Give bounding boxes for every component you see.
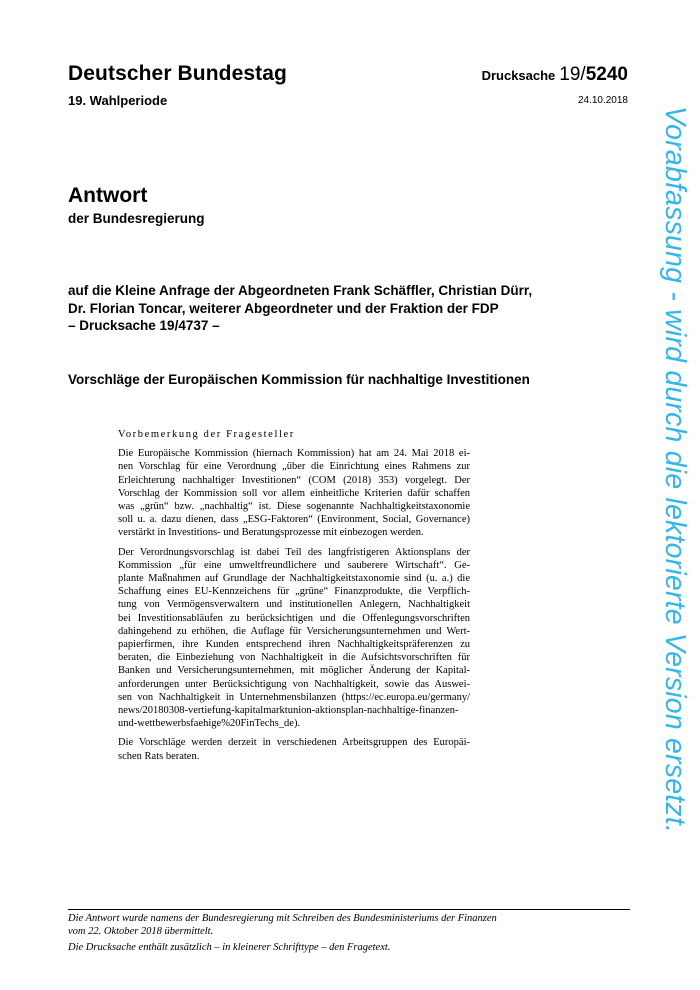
paragraph-line: Schaffung eines EU-Kennzeichens für „grüne“ Finanzprodukte, die Verpflich- [118, 586, 470, 598]
paragraph-line: news/20180308-vertiefung-kapitalmarktunion-aktionsplan-nachhaltige-finanzen- [118, 705, 459, 717]
footer-line: vom 22. Oktober 2018 übermittelt. [68, 925, 214, 937]
footer-line: Die Drucksache enthält zusätzlich – in kleinerer Schrifttype – den Fragetext. [68, 942, 391, 953]
anfrage-line: – Drucksache 19/4737 – [68, 318, 220, 333]
footer-note [68, 913, 497, 955]
paragraph-line: bei Investitionsabläufen zu berücksichtigen und die Offenlegungsvorschriften [118, 612, 470, 624]
vorbemerkung-paragraph [118, 447, 470, 539]
vorbemerkung-paragraphs [118, 447, 470, 763]
paragraph-line: Die Vorschläge werden derzeit in verschiedenen Arbeitsgruppen des Europäi- [118, 737, 470, 749]
anfrage-line: Dr. Florian Toncar, weiterer Abgeordneter und der Fraktion der FDP [68, 300, 499, 316]
paragraph-line: anforderungen unter Berücksichtigung von Nachhaltigkeit, sowie das Auswei- [118, 678, 470, 690]
vorbemerkung-paragraph [118, 736, 470, 762]
document-topic: Vorschläge der Europäischen Kommission für nachhaltige Investitionen [68, 372, 530, 387]
paragraph-line: Banken und Versicherungsunternehmen, mit möglicher Änderung der Kapital- [118, 665, 470, 677]
anfrage-reference [68, 282, 532, 335]
paragraph-line: Erleichterung nachhaltiger Investitionen“ (COM (2018) 353) vorgelegt. Der [118, 474, 470, 486]
paragraph-line: tung von Vermögensverwaltern und institutionellen Anlegern, Nachhaltigkeit [118, 599, 470, 611]
drucksache-prefix: 19/ [559, 64, 586, 85]
drucksache-id: 5240 [585, 64, 628, 85]
document-type-title: Antwort [68, 184, 148, 207]
drucksache-label: Drucksache [481, 68, 556, 83]
vorbemerkung-title: Vorbemerkung der Fragesteller [118, 429, 295, 440]
paragraph-line: was „grün“ bzw. „nachhaltig“ ist. Diese sogenannte Nachhaltigkeitstaxonomie [118, 501, 470, 513]
paragraph-line: Vorschlag der Kommission soll vor allem einheitliche Kriterien dafür schaffen [118, 487, 470, 499]
paragraph-line: plante Maßnahmen auf Grundlage der Nachhaltigkeitstaxonomie sind (u. a.) die [118, 573, 470, 585]
paragraph-line: sen von Nachhaltigkeit in Unternehmensbilanzen (https://ec.europa.eu/germany/ [118, 691, 470, 703]
watermark-text: Vorabfassung - wird durch die lektorierte Version ersetzt. [659, 106, 691, 834]
footer-line: Die Antwort wurde namens der Bundesregierung mit Schreiben des Bundesministeriums der Finanzen [68, 913, 497, 924]
paragraph-line: nen Vorschlag für eine Verordnung „über die Einrichtung eines Rahmens zur [118, 461, 470, 473]
draft-watermark [622, 106, 700, 906]
paragraph-line: soll u. a. dazu dienen, dass „ESG-Faktoren“ (Environment, Social, Governance) [118, 514, 470, 526]
paragraph-line: beraten, die Einbeziehung von Nachhaltigkeit in die Aufsichtsvorschriften für [118, 652, 470, 664]
vorbemerkung-section [118, 428, 470, 769]
paragraph-line: Kommission „für eine umweltfreundlichere und sauberere Wirtschaft“. Ge- [118, 559, 470, 571]
anfrage-line: auf die Kleine Anfrage der Abgeordneten Frank Schäffler, Christian Dürr, [68, 283, 533, 298]
institution-name: Deutscher Bundestag [68, 62, 287, 85]
paragraph-line: papierfirmen, ihre Kunden entsprechend ihren Nachhaltigkeitspräferenzen zu [118, 639, 470, 651]
paragraph-line: und-wettbewerbsfaehige%20FinTechs_de). [118, 718, 301, 730]
drucksache-number [482, 64, 628, 86]
footer-divider [68, 909, 630, 910]
vorbemerkung-paragraph [118, 546, 470, 731]
paragraph-line: Der Verordnungsvorschlag ist dabei Teil des langfristigeren Aktionsplans der [118, 546, 470, 558]
paragraph-line: dahingehend zu erhöhen, die Auflage für Versicherungsunternehmen und Wert- [118, 625, 470, 637]
paragraph-line: verstärkt in Investitions- und Beratungsprozesse mit einbezogen werden. [118, 527, 424, 539]
paragraph-line: Die Europäische Kommission (hiernach Kommission) hat am 24. Mai 2018 ei- [118, 448, 470, 460]
paragraph-line: schen Rats beraten. [118, 750, 200, 762]
document-author: der Bundesregierung [68, 211, 205, 226]
wahlperiode: 19. Wahlperiode [68, 93, 168, 108]
document-date: 24.10.2018 [577, 95, 628, 106]
